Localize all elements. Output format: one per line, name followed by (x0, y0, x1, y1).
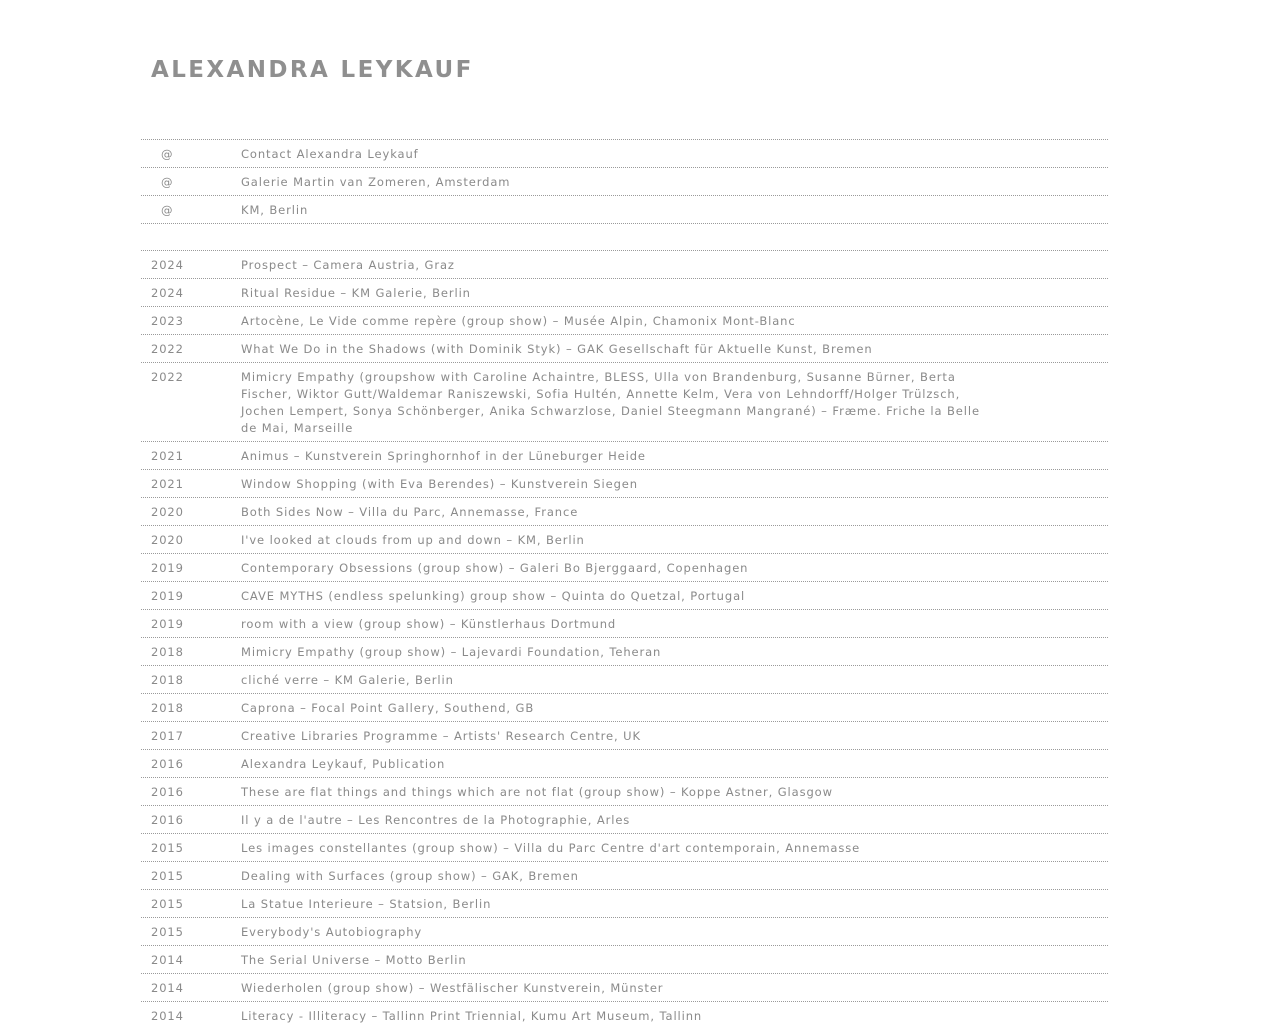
exhibition-title-link[interactable]: Mimicry Empathy (group show) – Lajevardi Foundation, Teheran (241, 645, 662, 659)
exhibition-row[interactable] (141, 363, 1108, 442)
exhibition-year: 2019 (151, 589, 184, 603)
exhibition-title-link[interactable]: Literacy - Illiteracy – Tallinn Print Triennial, Kumu Art Museum, Tallinn (241, 1009, 703, 1023)
page-title[interactable]: ALEXANDRA LEYKAUF (151, 57, 474, 83)
exhibition-year: 2015 (151, 841, 184, 855)
link-row-gallery-amsterdam[interactable] (141, 168, 1108, 196)
exhibition-year: 2023 (151, 314, 184, 328)
exhibition-row[interactable] (141, 1002, 1108, 1024)
contact-links-list (141, 139, 1108, 224)
exhibition-year: 2015 (151, 925, 184, 939)
exhibition-row[interactable] (141, 582, 1108, 610)
exhibition-title-link[interactable]: cliché verre – KM Galerie, Berlin (241, 673, 454, 687)
exhibition-title-link[interactable]: These are flat things and things which are not flat (group show) – Koppe Astner, Glasgow (241, 785, 833, 799)
exhibition-title-link[interactable]: Caprona – Focal Point Gallery, Southend, GB (241, 701, 535, 715)
exhibition-row[interactable] (141, 470, 1108, 498)
exhibition-year: 2024 (151, 258, 184, 272)
exhibition-title-link[interactable]: Mimicry Empathy (groupshow with Caroline Achaintre, BLESS, Ulla von Brandenburg, Susanne Bürner, Berta Fischer, Wiktor Gutt/Waldemar Raniszewski, Sofia Hultén, Annette Kelm, Vera von Lehndorff/Holger Trülzsch, Jochen Lempert, Sonya Schönberger, Anika Schwarzlose, Daniel Steegmann Mangrané) – Fræme. Friche la Belle de Mai, Marseille (241, 370, 980, 435)
exhibition-title-link[interactable]: Window Shopping (with Eva Berendes) – Kunstverein Siegen (241, 477, 638, 491)
exhibition-row[interactable] (141, 806, 1108, 834)
exhibition-row[interactable] (141, 834, 1108, 862)
exhibition-row[interactable] (141, 498, 1108, 526)
exhibition-row[interactable] (141, 778, 1108, 806)
exhibition-row[interactable] (141, 890, 1108, 918)
exhibition-title-link[interactable]: Ritual Residue – KM Galerie, Berlin (241, 286, 471, 300)
exhibition-title-link[interactable]: Il y a de l'autre – Les Rencontres de la Photographie, Arles (241, 813, 631, 827)
exhibition-row[interactable] (141, 610, 1108, 638)
exhibition-row[interactable] (141, 251, 1108, 279)
exhibition-year: 2018 (151, 645, 184, 659)
exhibition-year: 2021 (151, 477, 184, 491)
exhibition-row[interactable] (141, 307, 1108, 335)
exhibition-list (141, 250, 1108, 1024)
exhibition-year: 2015 (151, 897, 184, 911)
exhibition-title-link[interactable]: Creative Libraries Programme – Artists' Research Centre, UK (241, 729, 641, 743)
exhibition-year: 2022 (151, 342, 184, 356)
exhibition-row[interactable] (141, 946, 1108, 974)
gallery-amsterdam-link[interactable]: Galerie Martin van Zomeren, Amsterdam (241, 175, 511, 189)
exhibition-row[interactable] (141, 862, 1108, 890)
exhibition-row[interactable] (141, 526, 1108, 554)
km-berlin-link[interactable]: KM, Berlin (241, 203, 309, 217)
exhibition-row[interactable] (141, 279, 1108, 307)
exhibition-title-link[interactable]: Alexandra Leykauf, Publication (241, 757, 446, 771)
exhibition-title-link[interactable]: I've looked at clouds from up and down – KM, Berlin (241, 533, 585, 547)
exhibition-year: 2014 (151, 1009, 184, 1023)
at-icon: @ (161, 147, 174, 161)
exhibition-row[interactable] (141, 554, 1108, 582)
exhibition-year: 2024 (151, 286, 184, 300)
exhibition-year: 2016 (151, 757, 184, 771)
exhibition-title-link[interactable]: Prospect – Camera Austria, Graz (241, 258, 455, 272)
exhibition-title-link[interactable]: Everybody's Autobiography (241, 925, 423, 939)
exhibition-year: 2018 (151, 701, 184, 715)
exhibition-title-link[interactable]: Wiederholen (group show) – Westfälischer Kunstverein, Münster (241, 981, 664, 995)
at-icon: @ (161, 175, 174, 189)
exhibition-title-link[interactable]: What We Do in the Shadows (with Dominik Styk) – GAK Gesellschaft für Aktuelle Kunst, Bremen (241, 342, 873, 356)
exhibition-year: 2018 (151, 673, 184, 687)
exhibition-row[interactable] (141, 694, 1108, 722)
exhibition-title-link[interactable]: Both Sides Now – Villa du Parc, Annemasse, France (241, 505, 579, 519)
exhibition-title-link[interactable]: Dealing with Surfaces (group show) – GAK, Bremen (241, 869, 579, 883)
link-row-contact[interactable] (141, 140, 1108, 168)
exhibition-title-link[interactable]: CAVE MYTHS (endless spelunking) group show – Quinta do Quetzal, Portugal (241, 589, 746, 603)
exhibition-year: 2020 (151, 505, 184, 519)
exhibition-title-link[interactable]: La Statue Interieure – Statsion, Berlin (241, 897, 492, 911)
exhibition-year: 2021 (151, 449, 184, 463)
exhibition-year: 2014 (151, 981, 184, 995)
exhibition-year: 2019 (151, 617, 184, 631)
exhibition-year: 2022 (151, 370, 184, 384)
link-row-km-berlin[interactable] (141, 196, 1108, 224)
exhibition-year: 2014 (151, 953, 184, 967)
exhibition-row[interactable] (141, 918, 1108, 946)
exhibition-title-link[interactable]: Artocène, Le Vide comme repère (group show) – Musée Alpin, Chamonix Mont-Blanc (241, 314, 796, 328)
exhibition-year: 2019 (151, 561, 184, 575)
exhibition-year: 2015 (151, 869, 184, 883)
exhibition-year: 2020 (151, 533, 184, 547)
at-icon: @ (161, 203, 174, 217)
exhibition-title-link[interactable]: The Serial Universe – Motto Berlin (241, 953, 467, 967)
exhibition-row[interactable] (141, 750, 1108, 778)
exhibition-row[interactable] (141, 638, 1108, 666)
exhibition-row[interactable] (141, 722, 1108, 750)
exhibition-row[interactable] (141, 335, 1108, 363)
exhibition-title-link[interactable]: Animus – Kunstverein Springhornhof in der Lüneburger Heide (241, 449, 646, 463)
exhibition-row[interactable] (141, 442, 1108, 470)
contact-link[interactable]: Contact Alexandra Leykauf (241, 147, 419, 161)
exhibition-row[interactable] (141, 974, 1108, 1002)
exhibition-year: 2016 (151, 785, 184, 799)
exhibition-title-link[interactable]: room with a view (group show) – Künstlerhaus Dortmund (241, 617, 617, 631)
exhibition-row[interactable] (141, 666, 1108, 694)
exhibition-year: 2016 (151, 813, 184, 827)
exhibition-title-link[interactable]: Contemporary Obsessions (group show) – Galeri Bo Bjerggaard, Copenhagen (241, 561, 749, 575)
exhibition-year: 2017 (151, 729, 184, 743)
exhibition-title-link[interactable]: Les images constellantes (group show) – Villa du Parc Centre d'art contemporain, Annemasse (241, 841, 861, 855)
